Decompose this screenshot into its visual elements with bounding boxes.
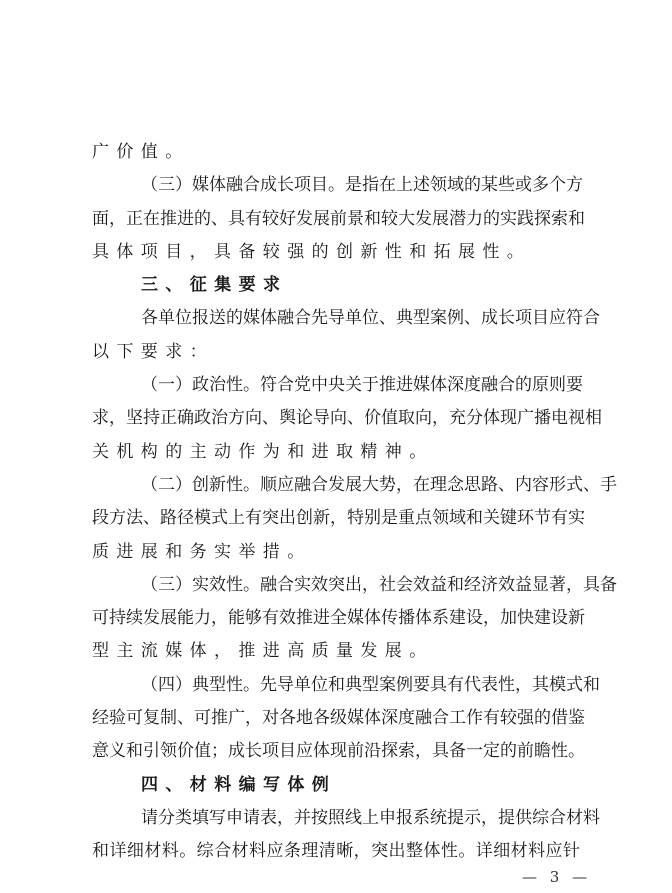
paragraph-line: （三）实效性。融合实效突出，社会效益和经济效益显著，具备	[141, 574, 617, 595]
paragraph-line: 求，坚持正确政治方向、舆论导向、价值取向，充分体现广播电视相	[92, 408, 602, 429]
paragraph-line: 广价值。	[92, 142, 190, 162]
paragraph-line: 型主流媒体，推进高质量发展。	[92, 641, 434, 662]
paragraph-line: （四）典型性。先导单位和典型案例要具有代表性，其模式和	[141, 674, 600, 695]
paragraph-line: 面，正在推进的、具有较好发展前景和较大发展潜力的实践探索和	[92, 208, 585, 229]
paragraph-line: 关机构的主动作为和进取精神。	[92, 441, 434, 462]
paragraph-line: （一）政治性。符合党中央关于推进媒体深度融合的原则要	[141, 375, 583, 396]
section-heading: 三、征集要求	[141, 275, 288, 296]
document-body	[92, 136, 617, 869]
paragraph-line: 段方法、路径模式上有突出创新，特别是重点领域和关键环节有实	[92, 508, 585, 529]
paragraph-line: 可持续发展能力，能够有效推进全媒体传播体系建设，加快建设新	[92, 608, 585, 629]
paragraph-line: 经验可复制、可推广，对各地各级媒体深度融合工作有较强的借鉴	[92, 708, 585, 729]
paragraph-line: 具体项目，具备较强的创新性和拓展性。	[92, 241, 532, 262]
paragraph-line: 和详细材料。综合材料应条理清晰，突出整体性。详细材料应针	[92, 841, 580, 862]
paragraph-line: 各单位报送的媒体融合先导单位、典型案例、成长项目应符合	[141, 308, 600, 329]
paragraph-line: 质进展和务实举措。	[92, 541, 312, 562]
section-heading: 四、材料编写体例	[141, 774, 337, 795]
paragraph-line: 以下要求：	[92, 341, 214, 362]
page-number: — 3 —	[522, 868, 592, 886]
paragraph-line: 意义和引领价值；成长项目应体现前沿探索，具备一定的前瞻性。	[92, 741, 585, 762]
paragraph-line: （二）创新性。顺应融合发展大势，在理念思路、内容形式、手	[141, 474, 617, 495]
paragraph-line: 请分类填写申请表，并按照线上申报系统提示，提供综合材料	[141, 807, 600, 828]
paragraph-line: （三）媒体融合成长项目。是指在上述领域的某些或多个方	[141, 175, 583, 196]
